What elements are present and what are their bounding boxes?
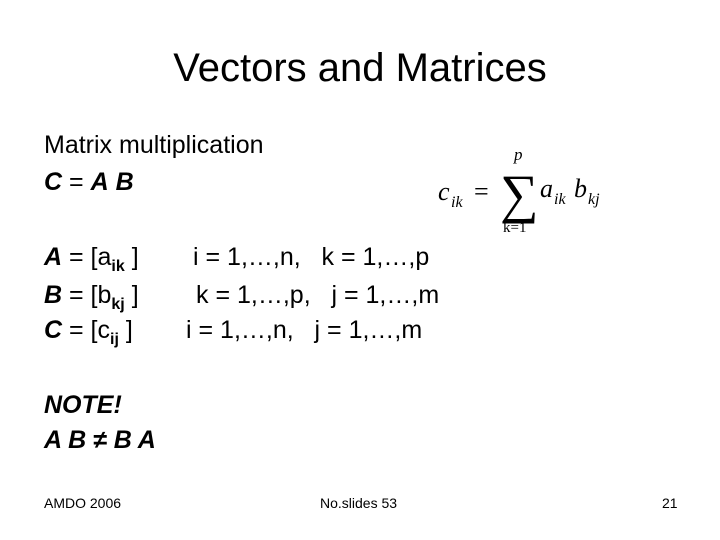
range-b: k = 1,…,p, j = 1,…,m <box>196 281 440 309</box>
summation-formula-svg <box>430 142 620 242</box>
space <box>109 168 116 196</box>
footer-page-number: 21 <box>662 495 678 511</box>
formula-upper-limit: p <box>514 145 523 164</box>
sigma-symbol: ∑ <box>500 164 539 224</box>
definition-c <box>44 315 133 349</box>
intro-text: Matrix multiplication <box>44 131 264 159</box>
formula-b: b <box>574 174 587 203</box>
product-equation <box>44 167 134 197</box>
summation-formula <box>430 142 620 242</box>
definition-a-close: ] <box>124 243 139 271</box>
definition-a <box>44 242 139 276</box>
definition-b-close: ] <box>124 281 139 309</box>
note-inequality: A B ≠ B A <box>44 426 156 454</box>
definition-a-name: A <box>44 243 63 271</box>
formula-a: a <box>540 174 553 203</box>
definition-a-open: = [a <box>62 243 112 271</box>
note-label: NOTE! <box>44 391 122 419</box>
definition-b-name: B <box>44 281 63 309</box>
matrix-b-symbol: B <box>115 168 134 196</box>
formula-lhs: c <box>438 177 450 206</box>
range-a: i = 1,…,n, k = 1,…,p <box>193 243 430 271</box>
definition-b <box>44 280 139 314</box>
matrix-a-symbol: A <box>90 168 109 196</box>
definition-c-name: C <box>44 316 63 344</box>
formula-b-subscript: kj <box>588 191 600 208</box>
footer-center: No.slides 53 <box>320 495 398 511</box>
definition-c-open: = [c <box>62 316 110 344</box>
footer-left: AMDO 2006 <box>44 495 122 511</box>
range-c: i = 1,…,n, j = 1,…,m <box>186 316 423 344</box>
matrix-c-symbol: C <box>44 168 63 196</box>
definition-c-subscript: ij <box>110 331 119 348</box>
formula-lower-limit: k=1 <box>503 220 527 236</box>
formula-lhs-subscript: ik <box>451 194 463 211</box>
slide-title: Vectors and Matrices <box>173 46 547 90</box>
definition-a-subscript: ik <box>111 258 125 275</box>
formula-equals: = <box>474 177 489 206</box>
equals-sign: = <box>62 168 91 196</box>
formula-a-subscript: ik <box>554 191 566 208</box>
definition-c-close: ] <box>118 316 133 344</box>
definition-b-open: = [b <box>62 281 112 309</box>
definition-b-subscript: kj <box>111 296 125 313</box>
